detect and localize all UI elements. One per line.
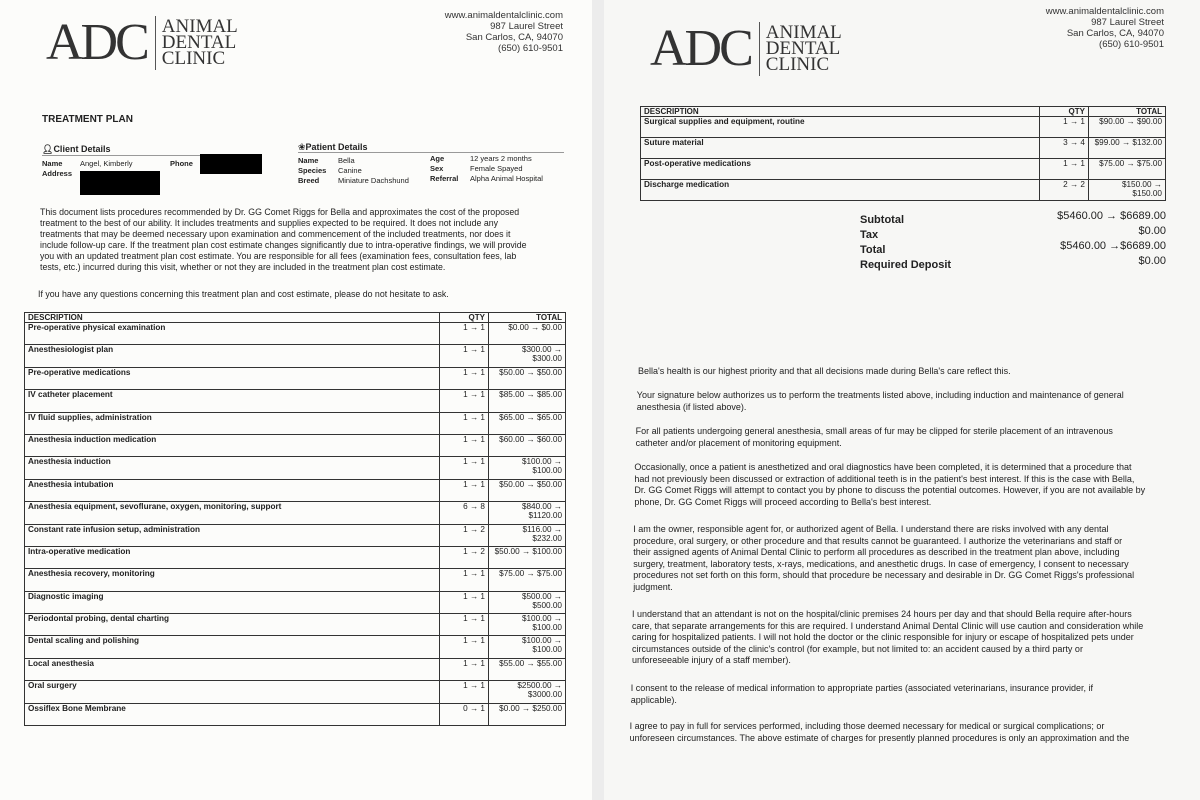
clinic-phone: (650) 610-9501 bbox=[1099, 39, 1164, 50]
item-qty: 1 → 1 bbox=[440, 434, 489, 456]
label: Age bbox=[430, 154, 445, 163]
item-description: Intra-operative medication bbox=[25, 546, 440, 568]
consent-paragraph bbox=[638, 366, 1198, 378]
item-total: $116.00 → $232.00 bbox=[489, 524, 566, 546]
client-name bbox=[80, 159, 133, 169]
table-row bbox=[25, 614, 566, 636]
value: Bella bbox=[338, 156, 355, 165]
item-description: Pre-operative physical examination bbox=[25, 323, 440, 345]
subtotal-value: $5460.00 → $6689.00 bbox=[1057, 210, 1166, 222]
clinic-website: www.animaldentalclinic.com bbox=[444, 10, 563, 21]
total-value: $5460.00 →$6689.00 bbox=[1060, 240, 1166, 252]
table-row bbox=[25, 345, 566, 367]
item-description: IV fluid supplies, administration bbox=[25, 412, 440, 434]
patient-values-right bbox=[470, 154, 543, 184]
item-total: $500.00 → $500.00 bbox=[489, 591, 566, 613]
item-total: $0.00 → $250.00 bbox=[489, 703, 566, 725]
item-total: $100.00 → $100.00 bbox=[489, 614, 566, 636]
item-qty: 1 → 1 bbox=[440, 345, 489, 367]
treatment-items-table-continued bbox=[640, 106, 1166, 201]
item-qty: 1 → 1 bbox=[440, 479, 489, 501]
patient-labels-left bbox=[298, 156, 326, 186]
item-description: Surgical supplies and equipment, routine bbox=[641, 117, 1040, 138]
clinic-logo bbox=[650, 22, 842, 76]
item-description: Diagnostic imaging bbox=[25, 591, 440, 613]
treatment-items-table bbox=[24, 312, 566, 726]
text-line: catheter and/or placement of monitoring equipment. bbox=[635, 437, 842, 448]
text-line: judgment. bbox=[633, 581, 673, 592]
text-line: surgery, treatment, laboratory tests, x-rays, medications, and anesthetic drugs. In case of emergency, I consent to necessary bbox=[633, 558, 1129, 569]
consent-paragraph bbox=[632, 609, 1192, 667]
item-qty: 1 → 1 bbox=[1040, 159, 1089, 180]
column-header-qty: QTY bbox=[440, 313, 489, 323]
item-description: Anesthesia induction bbox=[25, 457, 440, 479]
logo-line: DENTAL bbox=[161, 32, 237, 53]
text-line: anesthesia (if listed above). bbox=[636, 401, 747, 412]
item-total: $300.00 → $300.00 bbox=[489, 345, 566, 367]
text-line: their assigned agents of Animal Dental Clinic to perform all procedures as described in the treatment plan above, including bbox=[633, 547, 1120, 557]
item-qty: 2 → 2 bbox=[1040, 180, 1089, 201]
text-line: Bella's health is our highest priority and that all decisions made during Bella's care reflect this. bbox=[638, 366, 1011, 376]
subtotal-label: Subtotal bbox=[860, 214, 904, 226]
table-row bbox=[641, 138, 1166, 159]
item-total: $65.00 → $65.00 bbox=[489, 412, 566, 434]
table-row bbox=[25, 434, 566, 456]
column-header-total: TOTAL bbox=[1089, 107, 1166, 117]
table-row bbox=[25, 569, 566, 591]
logo-line: CLINIC bbox=[161, 48, 226, 69]
clinic-address bbox=[380, 10, 563, 54]
logo-letters: ADC bbox=[46, 14, 147, 71]
item-description: IV catheter placement bbox=[25, 390, 440, 412]
consent-paragraph bbox=[633, 524, 1193, 593]
table-row bbox=[25, 546, 566, 568]
clinic-website: www.animaldentalclinic.com bbox=[1045, 6, 1164, 17]
item-total: $840.00 → $1120.00 bbox=[489, 502, 566, 524]
questions-line: If you have any questions concerning this treatment plan and cost estimate, please do not hesitate to ask. bbox=[38, 289, 449, 299]
item-qty: 0 → 1 bbox=[440, 703, 489, 725]
table-row bbox=[25, 703, 566, 725]
text-line: caring for hospitalized patients. I will not hold the doctor or the clinic responsible for injury or escape of hospitalized pets under bbox=[632, 632, 1134, 642]
patient-details-heading: ❀Patient Details bbox=[298, 142, 368, 152]
tax-value: $0.00 bbox=[1138, 225, 1166, 237]
text-line: tests, etc.) incurred during this visit, whether or not they are included in the treatment plan cost estimate. bbox=[40, 262, 446, 272]
person-icon: 👤︎ bbox=[42, 144, 54, 154]
item-total: $85.00 → $85.00 bbox=[489, 390, 566, 412]
value: 12 years 2 months bbox=[470, 154, 532, 163]
label: Name bbox=[42, 159, 63, 168]
item-total: $75.00 → $75.00 bbox=[489, 569, 566, 591]
item-qty: 1 → 2 bbox=[440, 546, 489, 568]
clinic-city: San Carlos, CA, 94070 bbox=[1066, 28, 1164, 39]
tax-label: Tax bbox=[860, 229, 879, 241]
text-line: Dr. GG Comet Riggs will attempt to contact you by phone to discuss the potential outcomes. However, if you are not available by bbox=[634, 485, 1146, 495]
item-qty: 1 → 1 bbox=[440, 569, 489, 591]
table-row bbox=[641, 117, 1166, 138]
item-qty: 1 → 1 bbox=[440, 390, 489, 412]
text-line: For all patients undergoing general anesthesia, small areas of fur may be clipped for sterile placement of an intravenous bbox=[635, 426, 1113, 436]
text-line: I am the owner, responsible agent for, or authorized agent of Bella. I understand there are risks involved with any dental bbox=[633, 524, 1109, 534]
item-total: $60.00 → $60.00 bbox=[489, 434, 566, 456]
divider bbox=[298, 152, 564, 153]
logo-letters: ADC bbox=[650, 20, 751, 77]
item-qty: 1 → 1 bbox=[440, 591, 489, 613]
item-description: Anesthesia intubation bbox=[25, 479, 440, 501]
table-row bbox=[641, 180, 1166, 201]
table-row bbox=[25, 591, 566, 613]
item-qty: 1 → 1 bbox=[440, 323, 489, 345]
consent-paragraph bbox=[637, 390, 1197, 413]
item-description: Periodontal probing, dental charting bbox=[25, 614, 440, 636]
text-line: procedure, oral surgery, or other procedure and that results cannot be guaranteed. I authorize the veterinarians and staff or bbox=[633, 535, 1123, 546]
logo-line: ANIMAL bbox=[161, 16, 238, 37]
clinic-street: 987 Laurel Street bbox=[490, 21, 563, 32]
item-description: Anesthesia recovery, monitoring bbox=[25, 569, 440, 591]
page-one bbox=[0, 0, 592, 800]
text-line: unforeseen circumstances. The above estimate of charges for presently planned procedures is only an approximation and the bbox=[629, 732, 1130, 743]
column-header-total: TOTAL bbox=[489, 313, 566, 323]
value: Female Spayed bbox=[470, 164, 523, 173]
item-qty: 1 → 1 bbox=[440, 614, 489, 636]
logo-divider bbox=[155, 16, 156, 70]
table-header-row bbox=[25, 313, 566, 323]
text-line: procedures not set forth on this form, should that procedure be necessary and desirable in Dr. GG Comet Riggs's professional bbox=[633, 570, 1135, 580]
summary-values bbox=[1004, 209, 1166, 269]
label: Address bbox=[42, 169, 73, 178]
item-qty: 3 → 4 bbox=[1040, 138, 1089, 159]
value: Alpha Animal Hospital bbox=[470, 174, 543, 183]
consent-paragraph bbox=[634, 462, 1194, 508]
logo-clinic-name bbox=[765, 22, 842, 75]
item-total: $75.00 → $75.00 bbox=[1089, 159, 1166, 180]
item-total: $90.00 → $90.00 bbox=[1089, 117, 1166, 138]
item-description: Discharge medication bbox=[641, 180, 1040, 201]
text-line: applicable). bbox=[630, 694, 677, 705]
deposit-label: Required Deposit bbox=[860, 259, 952, 271]
client-phone-label bbox=[170, 159, 193, 169]
client-details-heading: 👤︎Client Details bbox=[42, 144, 111, 154]
item-qty: 1 → 1 bbox=[440, 367, 489, 389]
total-label: Total bbox=[860, 244, 886, 256]
logo-line: DENTAL bbox=[765, 38, 841, 59]
text-line: had not previously been discussed or extraction of additional teeth is in the patient's best interest. If this is the case with Bella, bbox=[634, 473, 1135, 484]
item-description: Anesthesiologist plan bbox=[25, 345, 440, 367]
text-line: phone, Dr. GG Comet Riggs will proceed according to Bella's best interest. bbox=[634, 496, 932, 507]
column-header-description: DESCRIPTION bbox=[641, 107, 1040, 117]
item-description: Dental scaling and polishing bbox=[25, 636, 440, 658]
table-row bbox=[25, 457, 566, 479]
client-labels bbox=[42, 159, 72, 179]
table-row bbox=[25, 524, 566, 546]
clinic-phone: (650) 610-9501 bbox=[498, 43, 563, 54]
label: Species bbox=[298, 166, 327, 175]
value: Angel, Kimberly bbox=[80, 159, 133, 168]
item-total: $100.00 → $100.00 bbox=[489, 636, 566, 658]
table-row bbox=[25, 367, 566, 389]
consent-paragraph bbox=[636, 426, 1196, 449]
text-line: treatments that may be deemed necessary upon examination and commencement of the included treatments, nor does it bbox=[40, 229, 511, 239]
logo-divider bbox=[759, 22, 760, 76]
item-qty: 1 → 1 bbox=[440, 681, 489, 703]
text-line: unforeseeable injury of a staff member). bbox=[632, 655, 791, 665]
item-description: Pre-operative medications bbox=[25, 367, 440, 389]
item-qty: 1 → 1 bbox=[440, 457, 489, 479]
text-line: This document lists procedures recommended by Dr. GG Comet Riggs for Bella and approximates the cost of the proposed bbox=[40, 207, 520, 217]
item-total: $2500.00 → $3000.00 bbox=[489, 681, 566, 703]
label: Breed bbox=[298, 176, 320, 185]
clinic-logo bbox=[46, 16, 238, 70]
column-header-qty: QTY bbox=[1040, 107, 1089, 117]
value: Canine bbox=[338, 166, 362, 175]
page-title: TREATMENT PLAN bbox=[42, 114, 133, 125]
text-line: Occasionally, once a patient is anesthetized and oral diagnostics have been completed, it is determined that a procedure that bbox=[634, 462, 1132, 472]
table-row bbox=[25, 502, 566, 524]
summary-labels bbox=[860, 213, 951, 273]
label: Referral bbox=[430, 174, 459, 183]
label: Phone bbox=[170, 159, 193, 168]
item-total: $99.00 → $132.00 bbox=[1089, 138, 1166, 159]
table-header-row bbox=[641, 107, 1166, 117]
item-qty: 1 → 2 bbox=[440, 524, 489, 546]
text-line: circumstances outside of the clinic's control (for example, but not limited to: an accident caused by a third party or bbox=[632, 643, 1083, 654]
logo-line: CLINIC bbox=[765, 54, 830, 75]
item-description: Local anesthesia bbox=[25, 658, 440, 680]
page-two bbox=[604, 0, 1200, 800]
item-description: Anesthesia induction medication bbox=[25, 434, 440, 456]
table-row bbox=[25, 390, 566, 412]
item-total: $0.00 → $0.00 bbox=[489, 323, 566, 345]
item-description: Anesthesia equipment, sevoflurane, oxygen, monitoring, support bbox=[25, 502, 440, 524]
table-row bbox=[25, 479, 566, 501]
value: Miniature Dachshund bbox=[338, 176, 409, 185]
item-total: $150.00 → $150.00 bbox=[1089, 180, 1166, 201]
table-row bbox=[25, 636, 566, 658]
text-line: I agree to pay in full for services performed, including those deemed necessary for medical or surgical complications; or bbox=[629, 721, 1105, 731]
item-total: $55.00 → $55.00 bbox=[489, 658, 566, 680]
item-description: Constant rate infusion setup, administration bbox=[25, 524, 440, 546]
item-qty: 1 → 1 bbox=[1040, 117, 1089, 138]
label: Name bbox=[298, 156, 319, 165]
item-description: Oral surgery bbox=[25, 681, 440, 703]
clinic-city: San Carlos, CA, 94070 bbox=[465, 32, 563, 43]
item-qty: 1 → 1 bbox=[440, 636, 489, 658]
item-total: $50.00 → $50.00 bbox=[489, 479, 566, 501]
clinic-street: 987 Laurel Street bbox=[1091, 17, 1164, 28]
item-qty: 1 → 1 bbox=[440, 412, 489, 434]
intro-paragraph bbox=[40, 207, 585, 273]
text-line: Your signature below authorizes us to perform the treatments listed above, including induction and maintenance of general bbox=[636, 390, 1124, 400]
table-row bbox=[25, 681, 566, 703]
table-row bbox=[25, 412, 566, 434]
item-total: $50.00 → $50.00 bbox=[489, 367, 566, 389]
text-line: you with an updated treatment plan cost estimate. You are responsible for all fees (examination fees, consultation fees, lab bbox=[40, 251, 517, 261]
item-total: $100.00 → $100.00 bbox=[489, 457, 566, 479]
column-header-description: DESCRIPTION bbox=[25, 313, 440, 323]
item-description: Ossiflex Bone Membrane bbox=[25, 703, 440, 725]
label: Sex bbox=[430, 164, 444, 173]
item-description: Post-operative medications bbox=[641, 159, 1040, 180]
text-line: I understand that an attendant is not on the hospital/clinic premises 24 hours per day and that should Bella require after-hours bbox=[632, 609, 1132, 619]
consent-paragraph bbox=[630, 721, 1190, 744]
item-qty: 1 → 1 bbox=[440, 658, 489, 680]
paw-icon: ❀ bbox=[298, 142, 306, 152]
item-qty: 6 → 8 bbox=[440, 502, 489, 524]
redaction-box bbox=[200, 154, 262, 174]
patient-values-left bbox=[338, 156, 409, 186]
redaction-box bbox=[80, 171, 160, 195]
text-line: treatment to the best of our ability. It includes treatments and supplies expected to be required. It does not include any bbox=[40, 218, 499, 228]
item-description: Suture material bbox=[641, 138, 1040, 159]
logo-clinic-name bbox=[161, 16, 238, 69]
clinic-address bbox=[984, 6, 1164, 50]
text-line: include follow-up care. If the treatment plan cost estimate changes significantly due to intra-operative findings, we will provide bbox=[40, 240, 527, 250]
table-row bbox=[25, 323, 566, 345]
logo-line: ANIMAL bbox=[765, 22, 842, 43]
item-total: $50.00 → $100.00 bbox=[489, 546, 566, 568]
patient-labels-right bbox=[430, 154, 458, 184]
text-line: care, that separate arrangements for this are required. I understand Animal Dental Clinic will use caution and consideration while bbox=[632, 620, 1144, 631]
deposit-value: $0.00 bbox=[1138, 255, 1166, 267]
table-row bbox=[641, 159, 1166, 180]
consent-paragraph bbox=[631, 683, 1191, 706]
table-row bbox=[25, 658, 566, 680]
text-line: I consent to the release of medical information to appropriate parties (associated veterinarians, insurance provider, if bbox=[630, 683, 1094, 693]
